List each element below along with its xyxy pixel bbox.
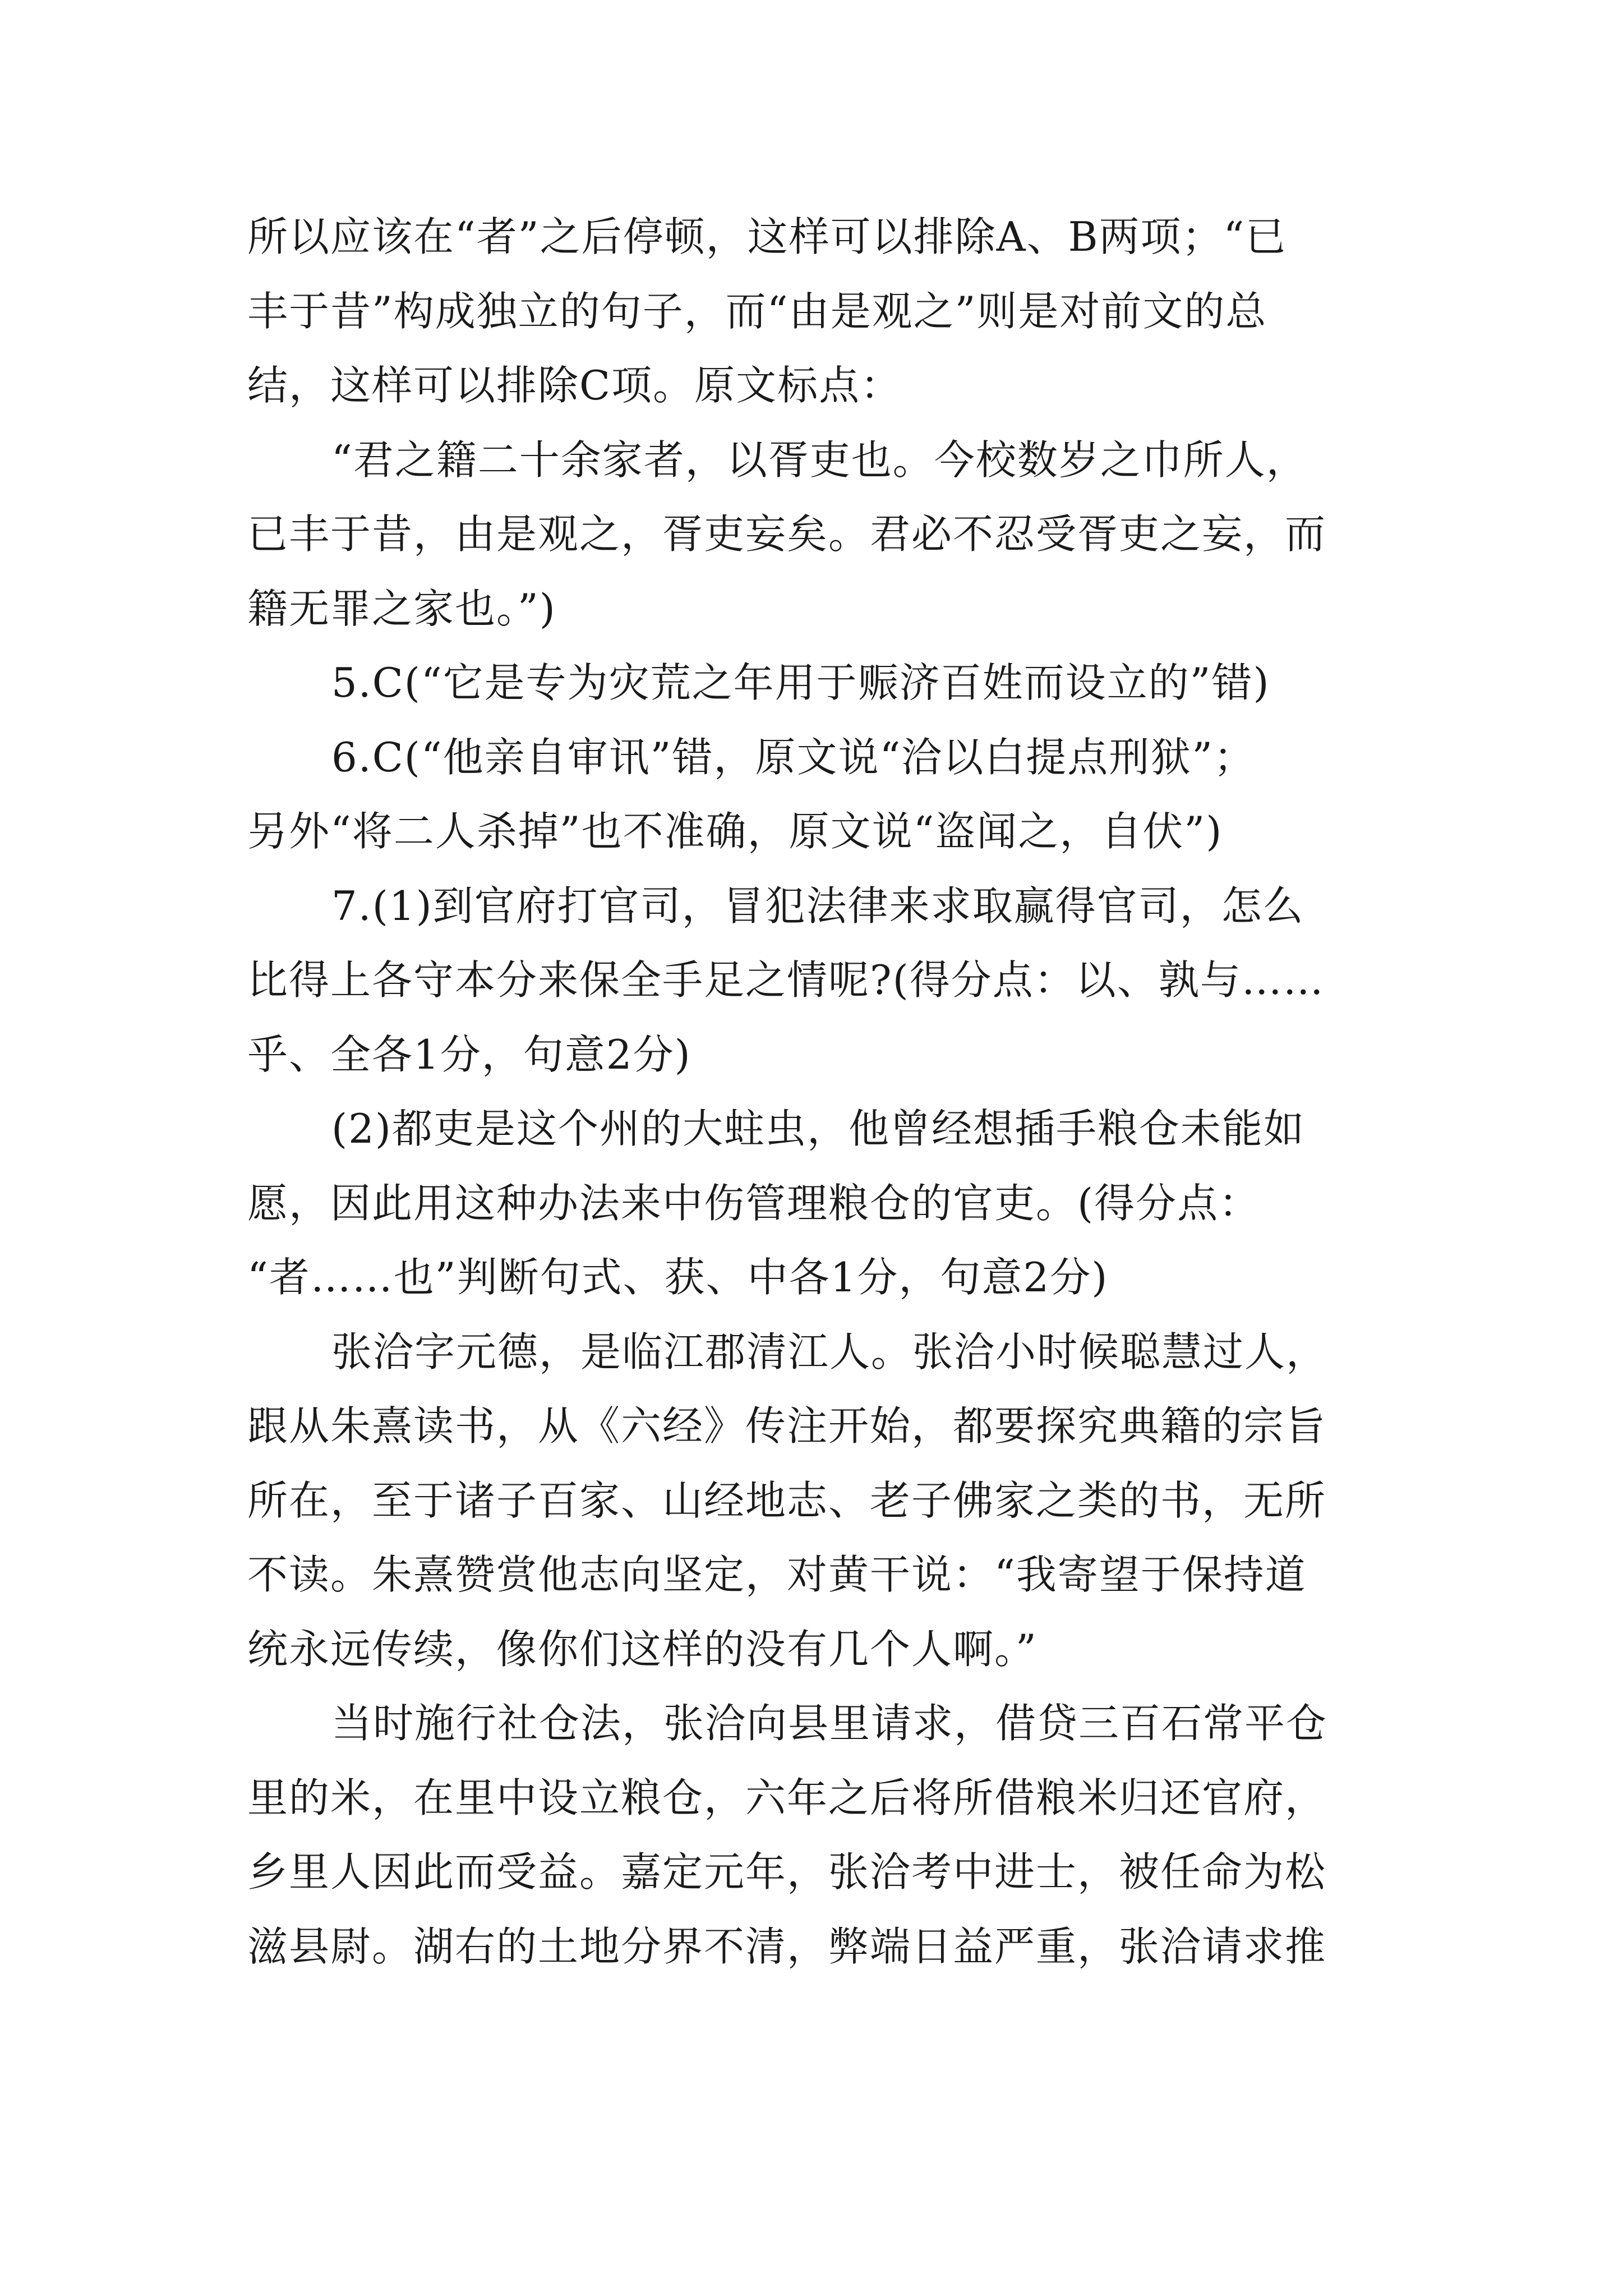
text-line: 乡里人因此而受益。嘉定元年，张洽考中进士，被任命为松 [247,1848,1327,1895]
answer-5: 5.C(“它是专为灾荒之年用于赈济百姓而设立的”错) [331,659,1270,706]
quoted-text-line: “君之籍二十余家者，以胥吏也。今校数岁之巾所人， [331,436,1308,484]
text-line: 乎、全各1分，句意2分) [247,1030,691,1078]
text-line: 不读。朱熹赞赏他志向坚定，对黄干说：“我寄望于保持道 [247,1551,1307,1598]
answer-7-1: 7.(1)到官府打官司，冒犯法律来求取赢得官司，怎么 [331,882,1304,930]
text-line: 所以应该在“者”之后停顿，这样可以排除A、B两项；“已 [247,213,1287,260]
text-line: 里的米，在里中设立粮仓，六年之后将所借粮米归还官府， [247,1774,1327,1821]
text-line: 所在，至于诸子百家、山经地志、老子佛家之类的书，无所 [247,1476,1327,1524]
text-line: 比得上各守本分来保全手足之情呢?(得分点：以、孰与…… [247,956,1325,1004]
text-line: 统永远传续，像你们这样的没有几个人啊。” [247,1625,1038,1673]
document-body [247,200,1380,1984]
text-line: 已丰于昔，由是观之，胥吏妄矣。君必不忍受胥吏之妄，而 [247,510,1327,558]
text-line: 籍无罪之家也。”) [247,585,556,632]
text-line: 跟从朱熹读书，从《六经》传注开始，都要探究典籍的宗旨 [247,1402,1327,1450]
text-line: 滋县尉。湖右的土地分界不清，弊端日益严重，张洽请求推 [247,1922,1327,1970]
answer-7-2: (2)都吏是这个州的大蛀虫，他曾经想插手粮仓未能如 [331,1105,1305,1152]
text-line: 另外“将二人杀掉”也不准确，原文说“盗闻之，自伏”) [247,808,1223,855]
translation-paragraph-start: 当时施行社仓法，张洽向县里请求，借贷三百石常平仓 [331,1700,1328,1747]
text-line: 结，这样可以排除C项。原文标点： [247,362,902,409]
text-line: “者……也”判断句式、获、中各1分，句意2分) [247,1254,1109,1301]
translation-paragraph-start: 张洽字元德，是临江郡清江人。张洽小时候聪慧过人， [331,1328,1328,1375]
text-line: 愿，因此用这种办法来中伤管理粮仓的官吏。(得分点： [247,1179,1261,1227]
answer-6: 6.C(“他亲自审讯”错，原文说“洽以白提点刑狱”； [331,733,1256,781]
text-line: 丰于昔”构成独立的句子，而“由是观之”则是对前文的总 [247,287,1267,335]
